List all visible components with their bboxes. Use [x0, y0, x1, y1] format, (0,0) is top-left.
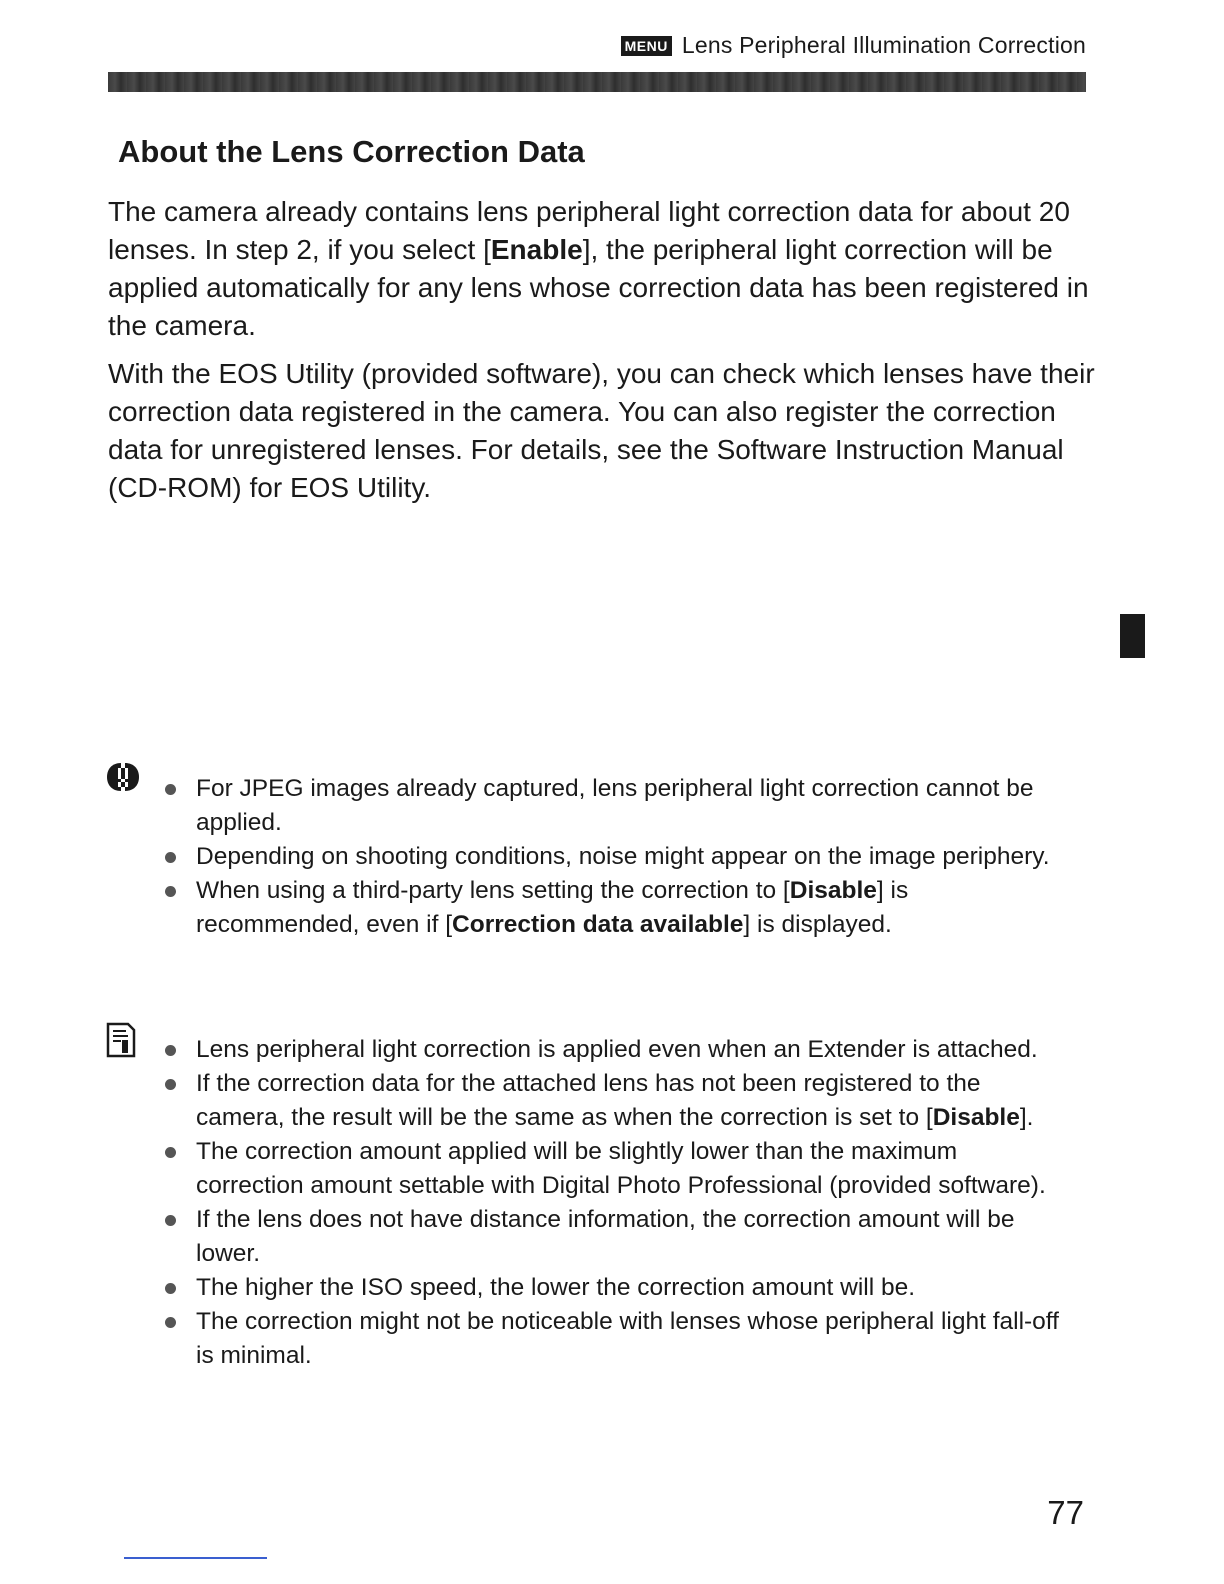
list-item: [162, 1033, 1062, 1067]
list-item: [162, 874, 1062, 942]
disable-option: Disable: [789, 877, 877, 904]
list-item: [162, 1067, 1062, 1135]
page-number: 77: [1047, 1494, 1084, 1531]
list-item: [162, 772, 1062, 840]
caution-item-text-b: ] is recommended, even if [: [196, 877, 909, 938]
bottom-rule: [124, 1557, 267, 1559]
bullet-icon: [165, 1215, 176, 1226]
section-title: About the Lens Correction Data: [118, 134, 585, 169]
menu-icon: MENU: [621, 36, 672, 56]
eos-utility-paragraph: With the EOS Utility (provided software), you can check which lenses have their correction data registered in the camera. You can also register the correction data for unregistered lenses. For details, see the Software Instruction Manual (CD-ROM) for EOS Utility.: [108, 358, 1095, 503]
memo-item-text-b: ].: [1019, 1104, 1034, 1131]
caution-item-text-a: When using a third-party lens setting the correction to [: [196, 877, 790, 904]
bullet-icon: [165, 1147, 176, 1158]
list-item: [162, 1305, 1062, 1373]
caution-item-text: Depending on shooting conditions, noise might appear on the image periphery.: [196, 843, 1050, 870]
correction-data-available-option: Correction data available: [452, 911, 744, 938]
header-bar: [108, 72, 1086, 92]
bullet-icon: [165, 1045, 176, 1056]
page-header: [621, 32, 1086, 59]
enable-option: Enable: [490, 234, 583, 265]
memo-item-text: The higher the ISO speed, the lower the correction amount will be.: [196, 1274, 916, 1301]
memo-item-text: Lens peripheral light correction is applied even when an Extender is attached.: [196, 1036, 1038, 1063]
para1-text-a: The camera already contains lens peripheral light correction data for about 20 lenses. In step 2, if you select [: [108, 196, 1070, 265]
list-item: [162, 1135, 1062, 1203]
disable-option: Disable: [932, 1104, 1020, 1131]
chapter-tab-marker: [1120, 614, 1145, 658]
bullet-icon: [165, 1079, 176, 1090]
bullet-icon: [165, 852, 176, 863]
bullet-icon: [165, 1317, 176, 1328]
memo-icon: [106, 1022, 136, 1063]
memo-item-text: If the lens does not have distance information, the correction amount will be lower.: [196, 1206, 1015, 1267]
caution-item-text-c: ] is displayed.: [743, 911, 892, 938]
intro-paragraph: [108, 193, 1098, 345]
header-title: Lens Peripheral Illumination Correction: [681, 32, 1086, 58]
caution-list: [162, 772, 1062, 942]
bullet-icon: [165, 1283, 176, 1294]
bullet-icon: [165, 784, 176, 795]
list-item: [162, 1271, 1062, 1305]
memo-item-text: The correction amount applied will be slightly lower than the maximum correction amount settable with Digital Photo Professional (provided software).: [196, 1138, 1046, 1199]
para1-text-b: ], the peripheral light correction will be applied automatically for any lens whose correction data has been registered in the camera.: [108, 234, 1089, 341]
memo-item-text: The correction might not be noticeable with lenses whose peripheral light fall-off is minimal.: [196, 1308, 1059, 1369]
list-item: [162, 840, 1062, 874]
bullet-icon: [165, 886, 176, 897]
list-item: [162, 1203, 1062, 1271]
caution-item-text: For JPEG images already captured, lens peripheral light correction cannot be applied.: [196, 775, 1034, 836]
caution-icon: [104, 760, 142, 799]
memo-list: [162, 1033, 1062, 1373]
memo-item-text-a: If the correction data for the attached lens has not been registered to the camera, the result will be the same as when the correction is set to [: [196, 1070, 981, 1131]
